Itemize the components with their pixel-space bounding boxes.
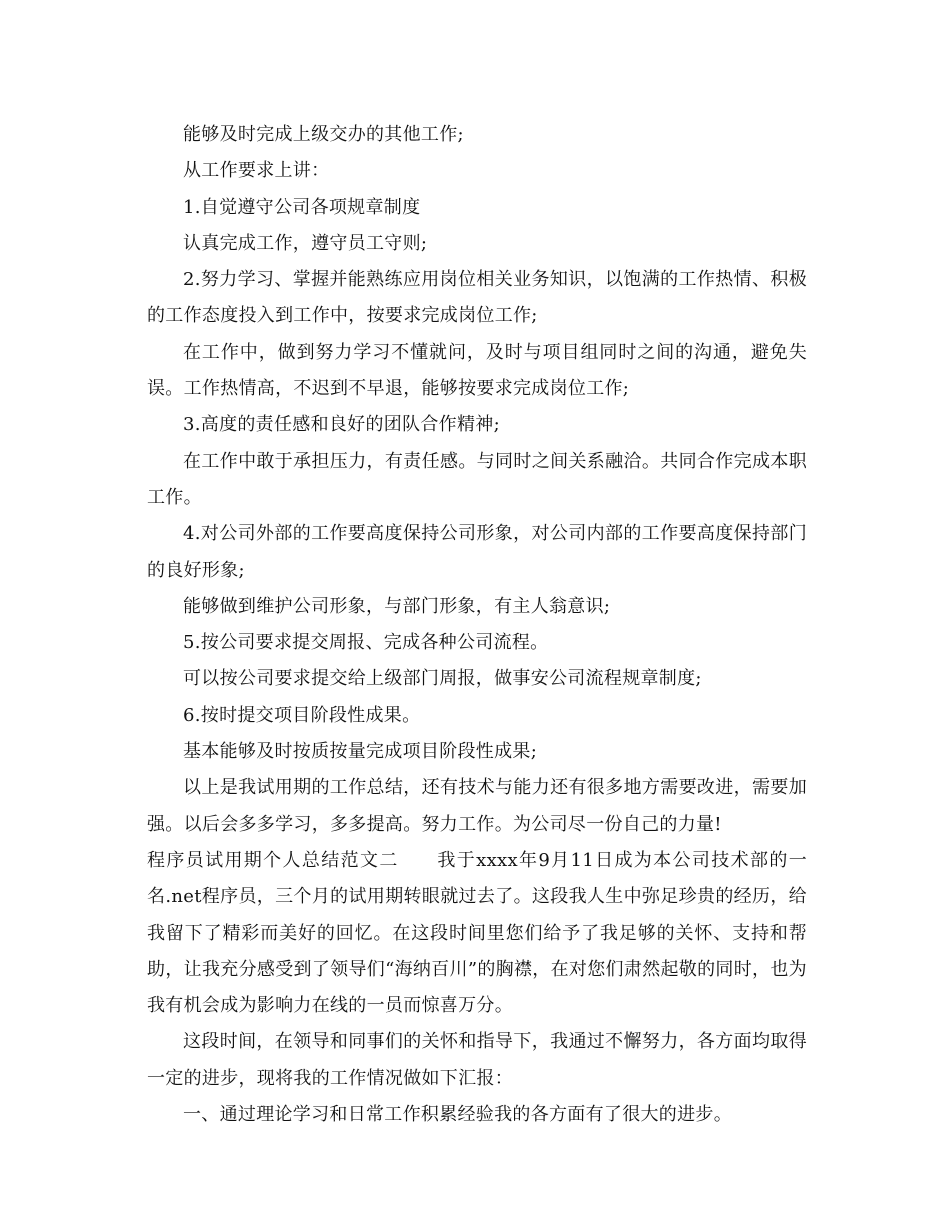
- document-body: [147, 117, 807, 1133]
- paragraph: 可以按公司要求提交给上级部门周报，做事安公司流程规章制度;: [183, 668, 702, 690]
- paragraph: 在工作中，做到努力学习不懂就问，及时与项目组同时之间的沟通，避免失误。工作热情高，不迟到不早退，能够按要求完成岗位工作;: [147, 341, 807, 400]
- paragraph: 程序员试用期个人总结范文二 我于xxxx年9月11日成为本公司技术部的一名.net程序员，三个月的试用期转眼就过去了。这段我人生中弥足珍贵的经历，给我留下了精彩而美好的回忆。在这段时间里您们给予了我足够的关怀、支持和帮助，让我充分感受到了领导们“海纳百川”的胸襟，在对您们肃然起敬的同时，也为我有机会成为影响力在线的一员而惊喜万分。: [147, 849, 807, 1017]
- paragraph: 1.自觉遵守公司各项规章制度: [183, 196, 421, 218]
- paragraph: 认真完成工作，遵守员工守则;: [183, 232, 428, 254]
- paragraph: 能够及时完成上级交办的其他工作;: [183, 124, 464, 145]
- paragraph: 在工作中敢于承担压力，有责任感。与同时之间关系融洽。共同合作完成本职工作。: [147, 450, 807, 508]
- paragraph: 一、通过理论学习和日常工作积累经验我的各方面有了很大的进步。: [183, 1104, 732, 1126]
- paragraph: 从工作要求上讲：: [183, 160, 330, 182]
- paragraph: 能够做到维护公司形象，与部门形象，有主人翁意识;: [183, 595, 611, 617]
- paragraph: 这段时间，在领导和同事们的关怀和指导下，我通过不懈努力，各方面均取得一定的进步，现将我的工作情况做如下汇报：: [147, 1031, 807, 1089]
- paragraph: 4.对公司外部的工作要高度保持公司形象，对公司内部的工作要高度保持部门的良好形象;: [147, 523, 807, 581]
- paragraph: 2.努力学习、掌握并能熟练应用岗位相关业务知识，以饱满的工作热情、积极的工作态度投入到工作中，按要求完成岗位工作;: [147, 269, 807, 327]
- paragraph: 5.按公司要求提交周报、完成各种公司流程。: [183, 632, 549, 654]
- paragraph: 3.高度的责任感和良好的团队合作精神;: [183, 414, 500, 436]
- paragraph: 6.按时提交项目阶段性成果。: [183, 704, 421, 726]
- paragraph: 以上是我试用期的工作总结，还有技术与能力还有很多地方需要改进，需要加强。以后会多多学习，多多提高。努力工作。为公司尽一份自己的力量!: [147, 777, 807, 835]
- paragraph: 基本能够及时按质按量完成项目阶段性成果;: [183, 741, 538, 763]
